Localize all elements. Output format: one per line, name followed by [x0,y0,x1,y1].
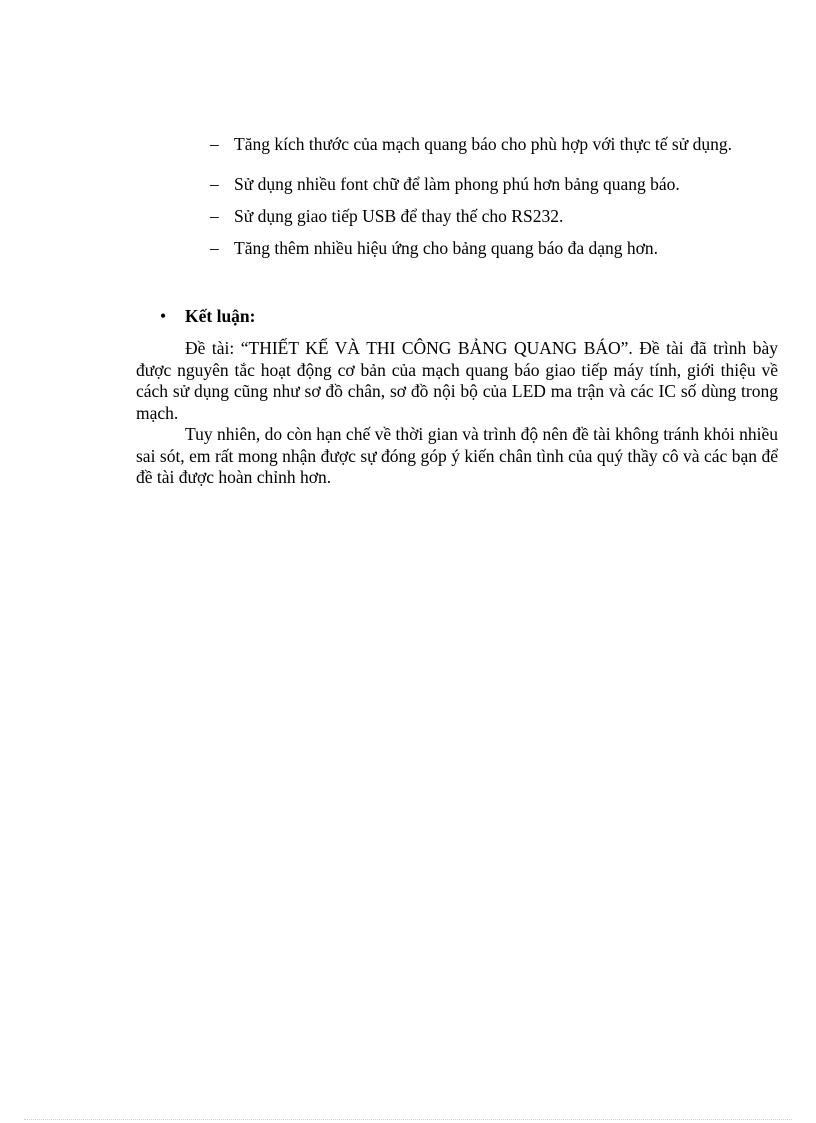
recommendation-item [210,200,780,232]
conclusion-body [136,338,778,489]
conclusion-heading [160,301,256,331]
recommendation-text: Sử dụng nhiều font chữ để làm phong phú hơn bảng quang báo. [234,174,680,194]
bullet-marker: • [160,306,167,326]
recommendation-list [210,128,780,264]
conclusion-paragraph: Tuy nhiên, do còn hạn chế về thời gian và trình độ nên đề tài không tránh khỏi nhiều sai sót, em rất mong nhận được sự đóng góp ý kiến chân tình của quý thầy cô và các bạn để đề tài được hoàn chỉnh hơn. [136,424,778,487]
dash-marker: – [210,174,219,194]
recommendation-item [210,168,780,200]
dash-marker: – [210,206,219,226]
conclusion-heading-text: Kết luận: [185,306,256,326]
recommendation-text: Tăng thêm nhiều hiệu ứng cho bảng quang báo đa dạng hơn. [234,238,659,258]
recommendation-text: Tăng kích thước của mạch quang báo cho phù hợp với thực tế sử dụng. [234,134,732,154]
recommendation-item [210,128,780,160]
page-bottom-divider [24,1119,792,1120]
recommendation-item [210,232,780,264]
dash-marker: – [210,134,219,154]
recommendation-text: Sử dụng giao tiếp USB để thay thế cho RS232. [234,206,564,226]
conclusion-paragraph: Đề tài: “THIẾT KẾ VÀ THI CÔNG BẢNG QUANG BÁO”. Đề tài đã trình bày được nguyên tắc hoạt động cơ bản của mạch quang báo giao tiếp máy tính, giới thiệu về cách sử dụng cũng như sơ đồ chân, sơ đồ nội bộ của LED ma trận và các IC số dùng trong mạch. [136,338,778,423]
dash-marker: – [210,238,219,258]
